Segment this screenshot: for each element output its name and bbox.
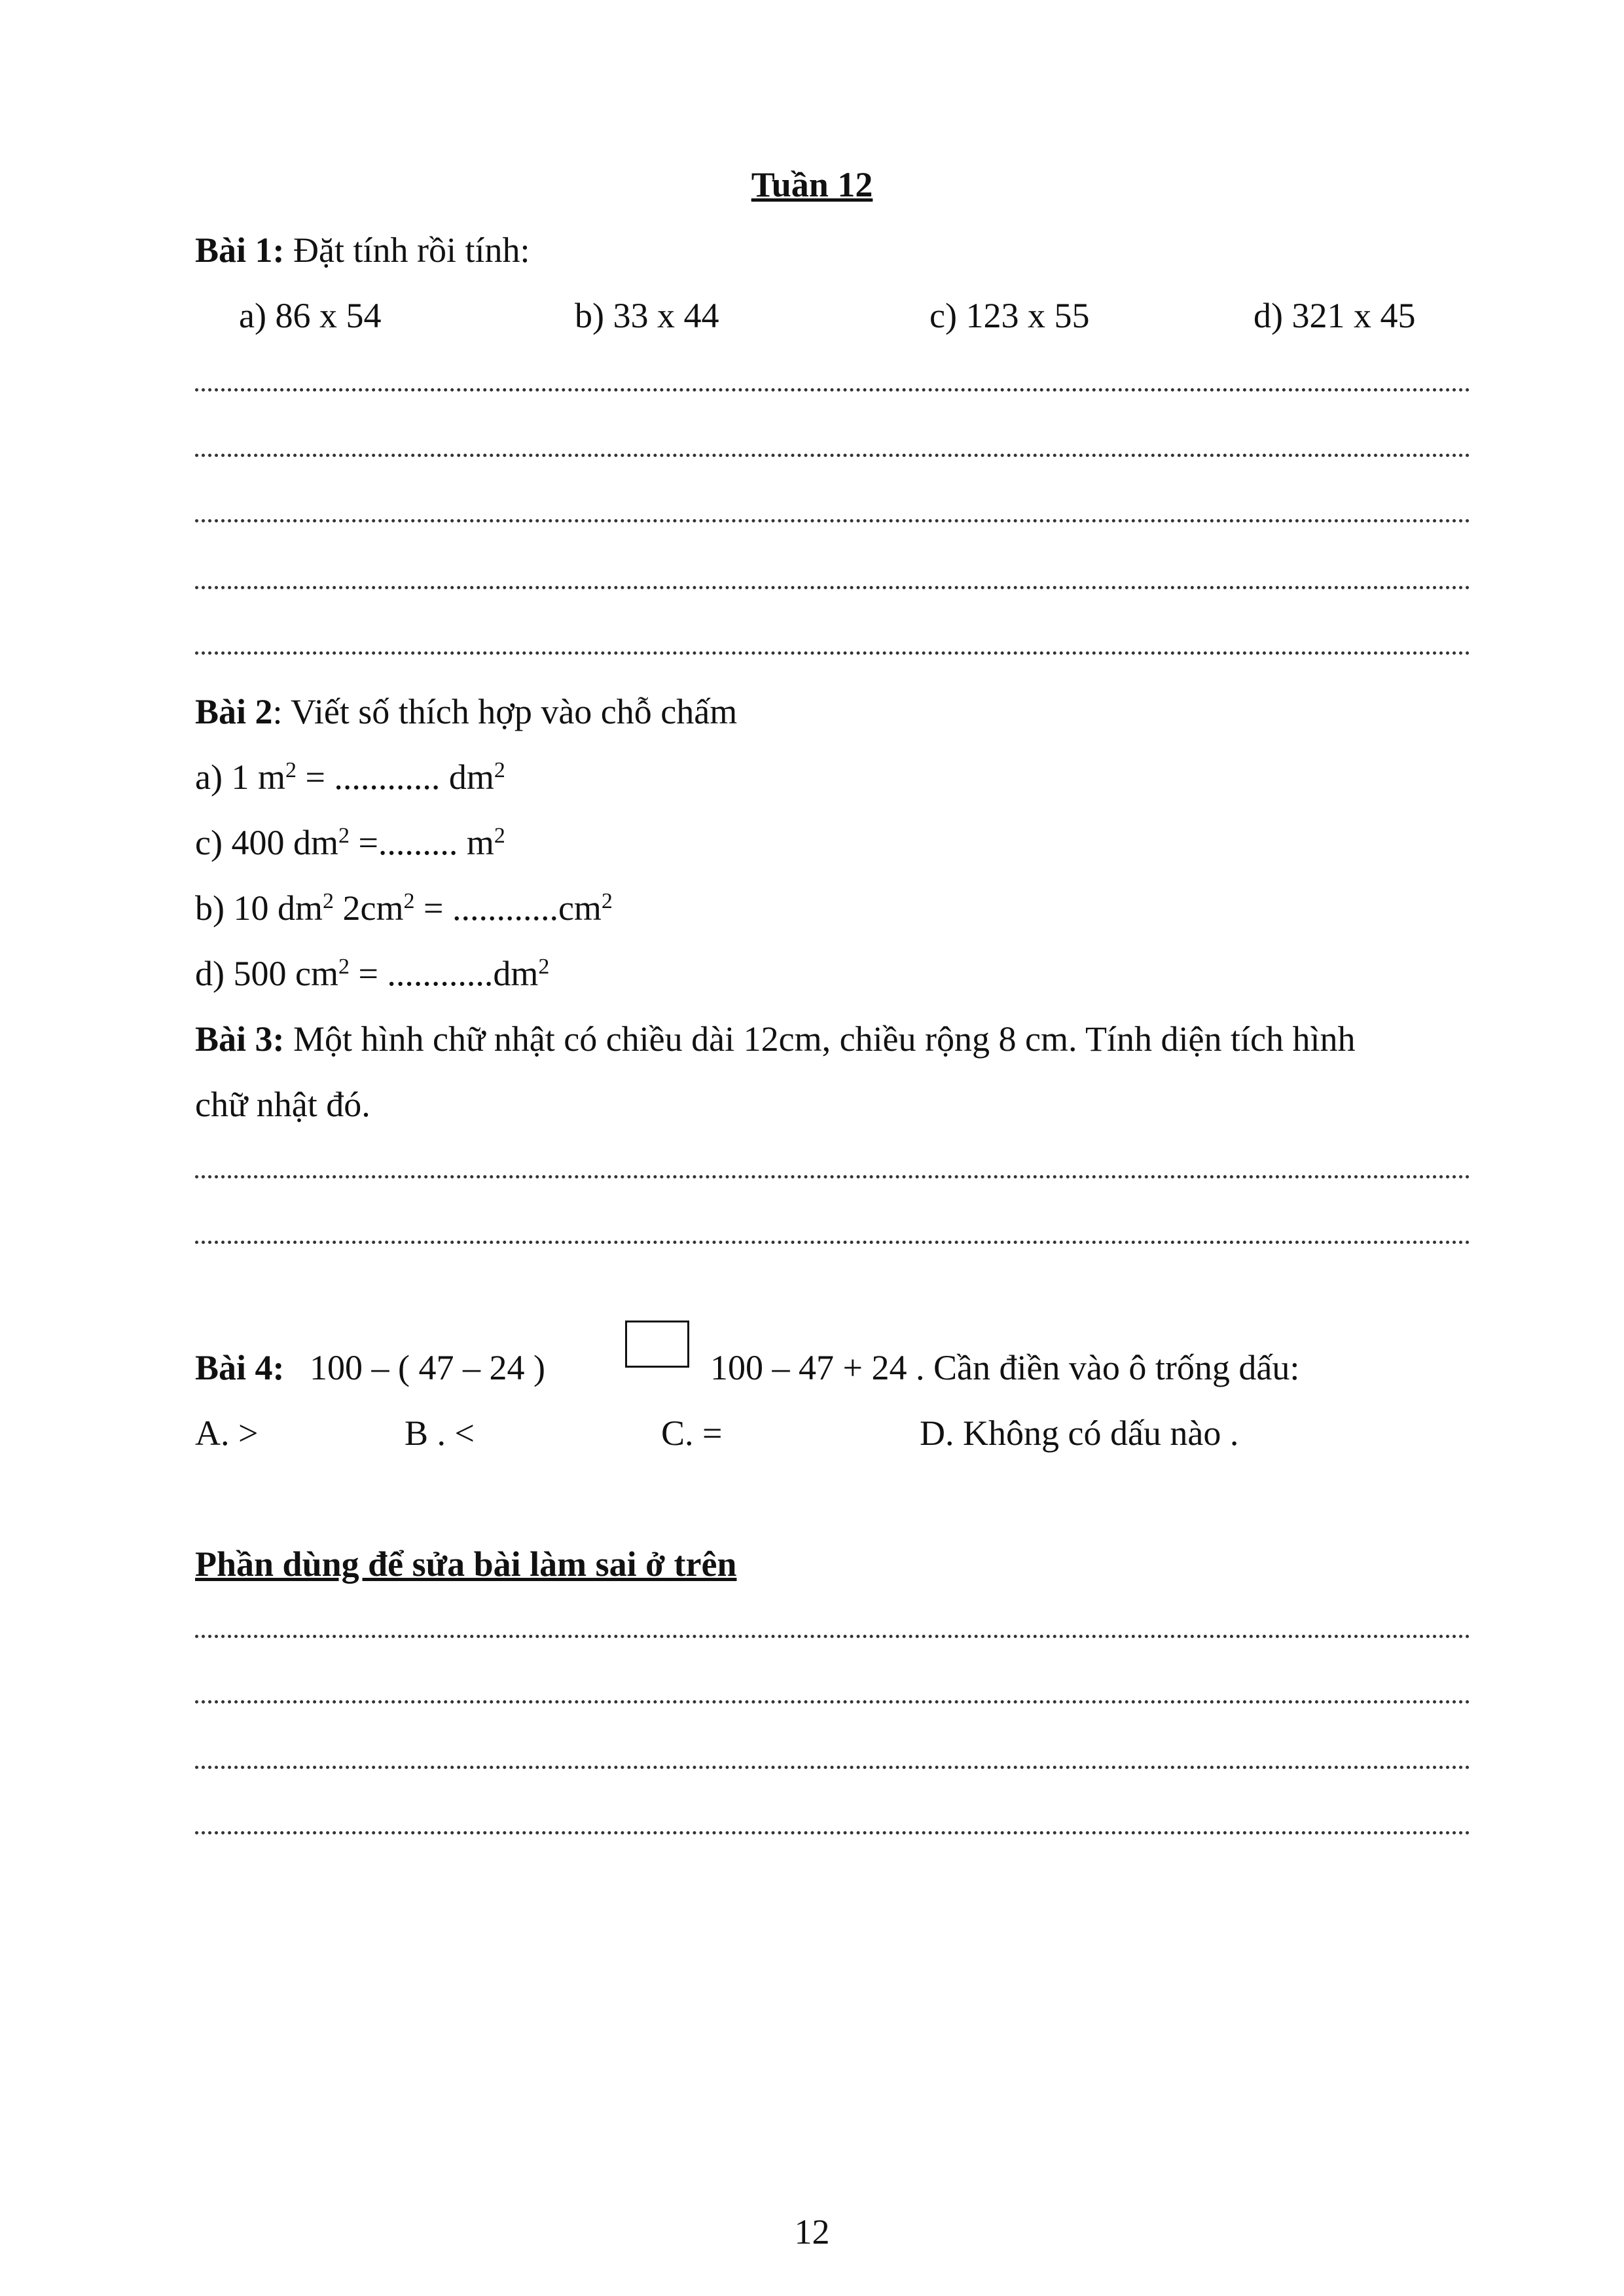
answer-line[interactable] bbox=[195, 519, 1470, 522]
bai2-label: Bài 2 bbox=[195, 692, 273, 731]
bai4-label: Bài 4: bbox=[195, 1348, 285, 1387]
bai2-item-a: a) 1 $m^2$ = ............ $dm^2$ bbox=[195, 757, 505, 797]
answer-line[interactable] bbox=[195, 1241, 1470, 1244]
bai1-item-a: a) 86 x 54 bbox=[239, 296, 382, 335]
bai4-right-expression: 100 – 47 + 24 . Cần điền vào ô trống dấu: bbox=[710, 1348, 1300, 1387]
answer-line[interactable] bbox=[195, 1766, 1470, 1769]
answer-line[interactable] bbox=[195, 1175, 1470, 1178]
option-d[interactable]: D. Không có dấu nào . bbox=[920, 1413, 1239, 1453]
answer-line[interactable] bbox=[195, 1700, 1470, 1704]
bai2-item-b: b) 10 $dm^2$ $2cm^2 = ............cm^2$ bbox=[195, 888, 613, 928]
answer-line[interactable] bbox=[195, 454, 1470, 457]
bai3-line1: Bài 3: Một hình chữ nhật có chiều dài 12cm, chiều rộng 8 cm. Tính diện tích hình bbox=[195, 1019, 1356, 1059]
bai4-left-expression: 100 – ( 47 – 24 ) bbox=[310, 1348, 545, 1387]
bai3-line2: chữ nhật đó. bbox=[195, 1085, 370, 1124]
answer-line[interactable] bbox=[195, 1831, 1470, 1834]
bai2-heading bbox=[195, 694, 737, 729]
bai2-text: : Viết số thích hợp vào chỗ chấm bbox=[272, 692, 738, 731]
answer-line[interactable] bbox=[195, 651, 1470, 655]
bai2-item-d: d) 500 $cm^2 = ............dm^2$ bbox=[195, 954, 550, 993]
bai2-item-c: c) 400 $dm^2$ =......... $m^2$ bbox=[195, 823, 505, 862]
answer-line[interactable] bbox=[195, 586, 1470, 589]
bai1-heading bbox=[195, 232, 530, 268]
answer-line[interactable] bbox=[195, 388, 1470, 392]
bai1-text: Đặt tính rồi tính: bbox=[284, 230, 530, 270]
bai1-item-b: b) 33 x 44 bbox=[575, 296, 719, 335]
page-number: 12 bbox=[794, 2212, 830, 2251]
answer-box[interactable] bbox=[625, 1321, 689, 1368]
bai1-item-c: c) 123 x 55 bbox=[929, 296, 1090, 335]
bai1-label: Bài 1: bbox=[195, 230, 285, 270]
page-title: Tuần 12 bbox=[751, 165, 873, 204]
option-a[interactable]: A. > bbox=[195, 1413, 259, 1453]
option-c[interactable]: C. = bbox=[661, 1413, 723, 1453]
option-b[interactable]: B . < bbox=[405, 1413, 475, 1453]
answer-line[interactable] bbox=[195, 1635, 1470, 1638]
bai3-label: Bài 3: bbox=[195, 1019, 285, 1059]
correction-section-title: Phần dùng để sửa bài làm sai ở trên bbox=[195, 1544, 737, 1584]
bai1-item-d: d) 321 x 45 bbox=[1254, 296, 1416, 335]
